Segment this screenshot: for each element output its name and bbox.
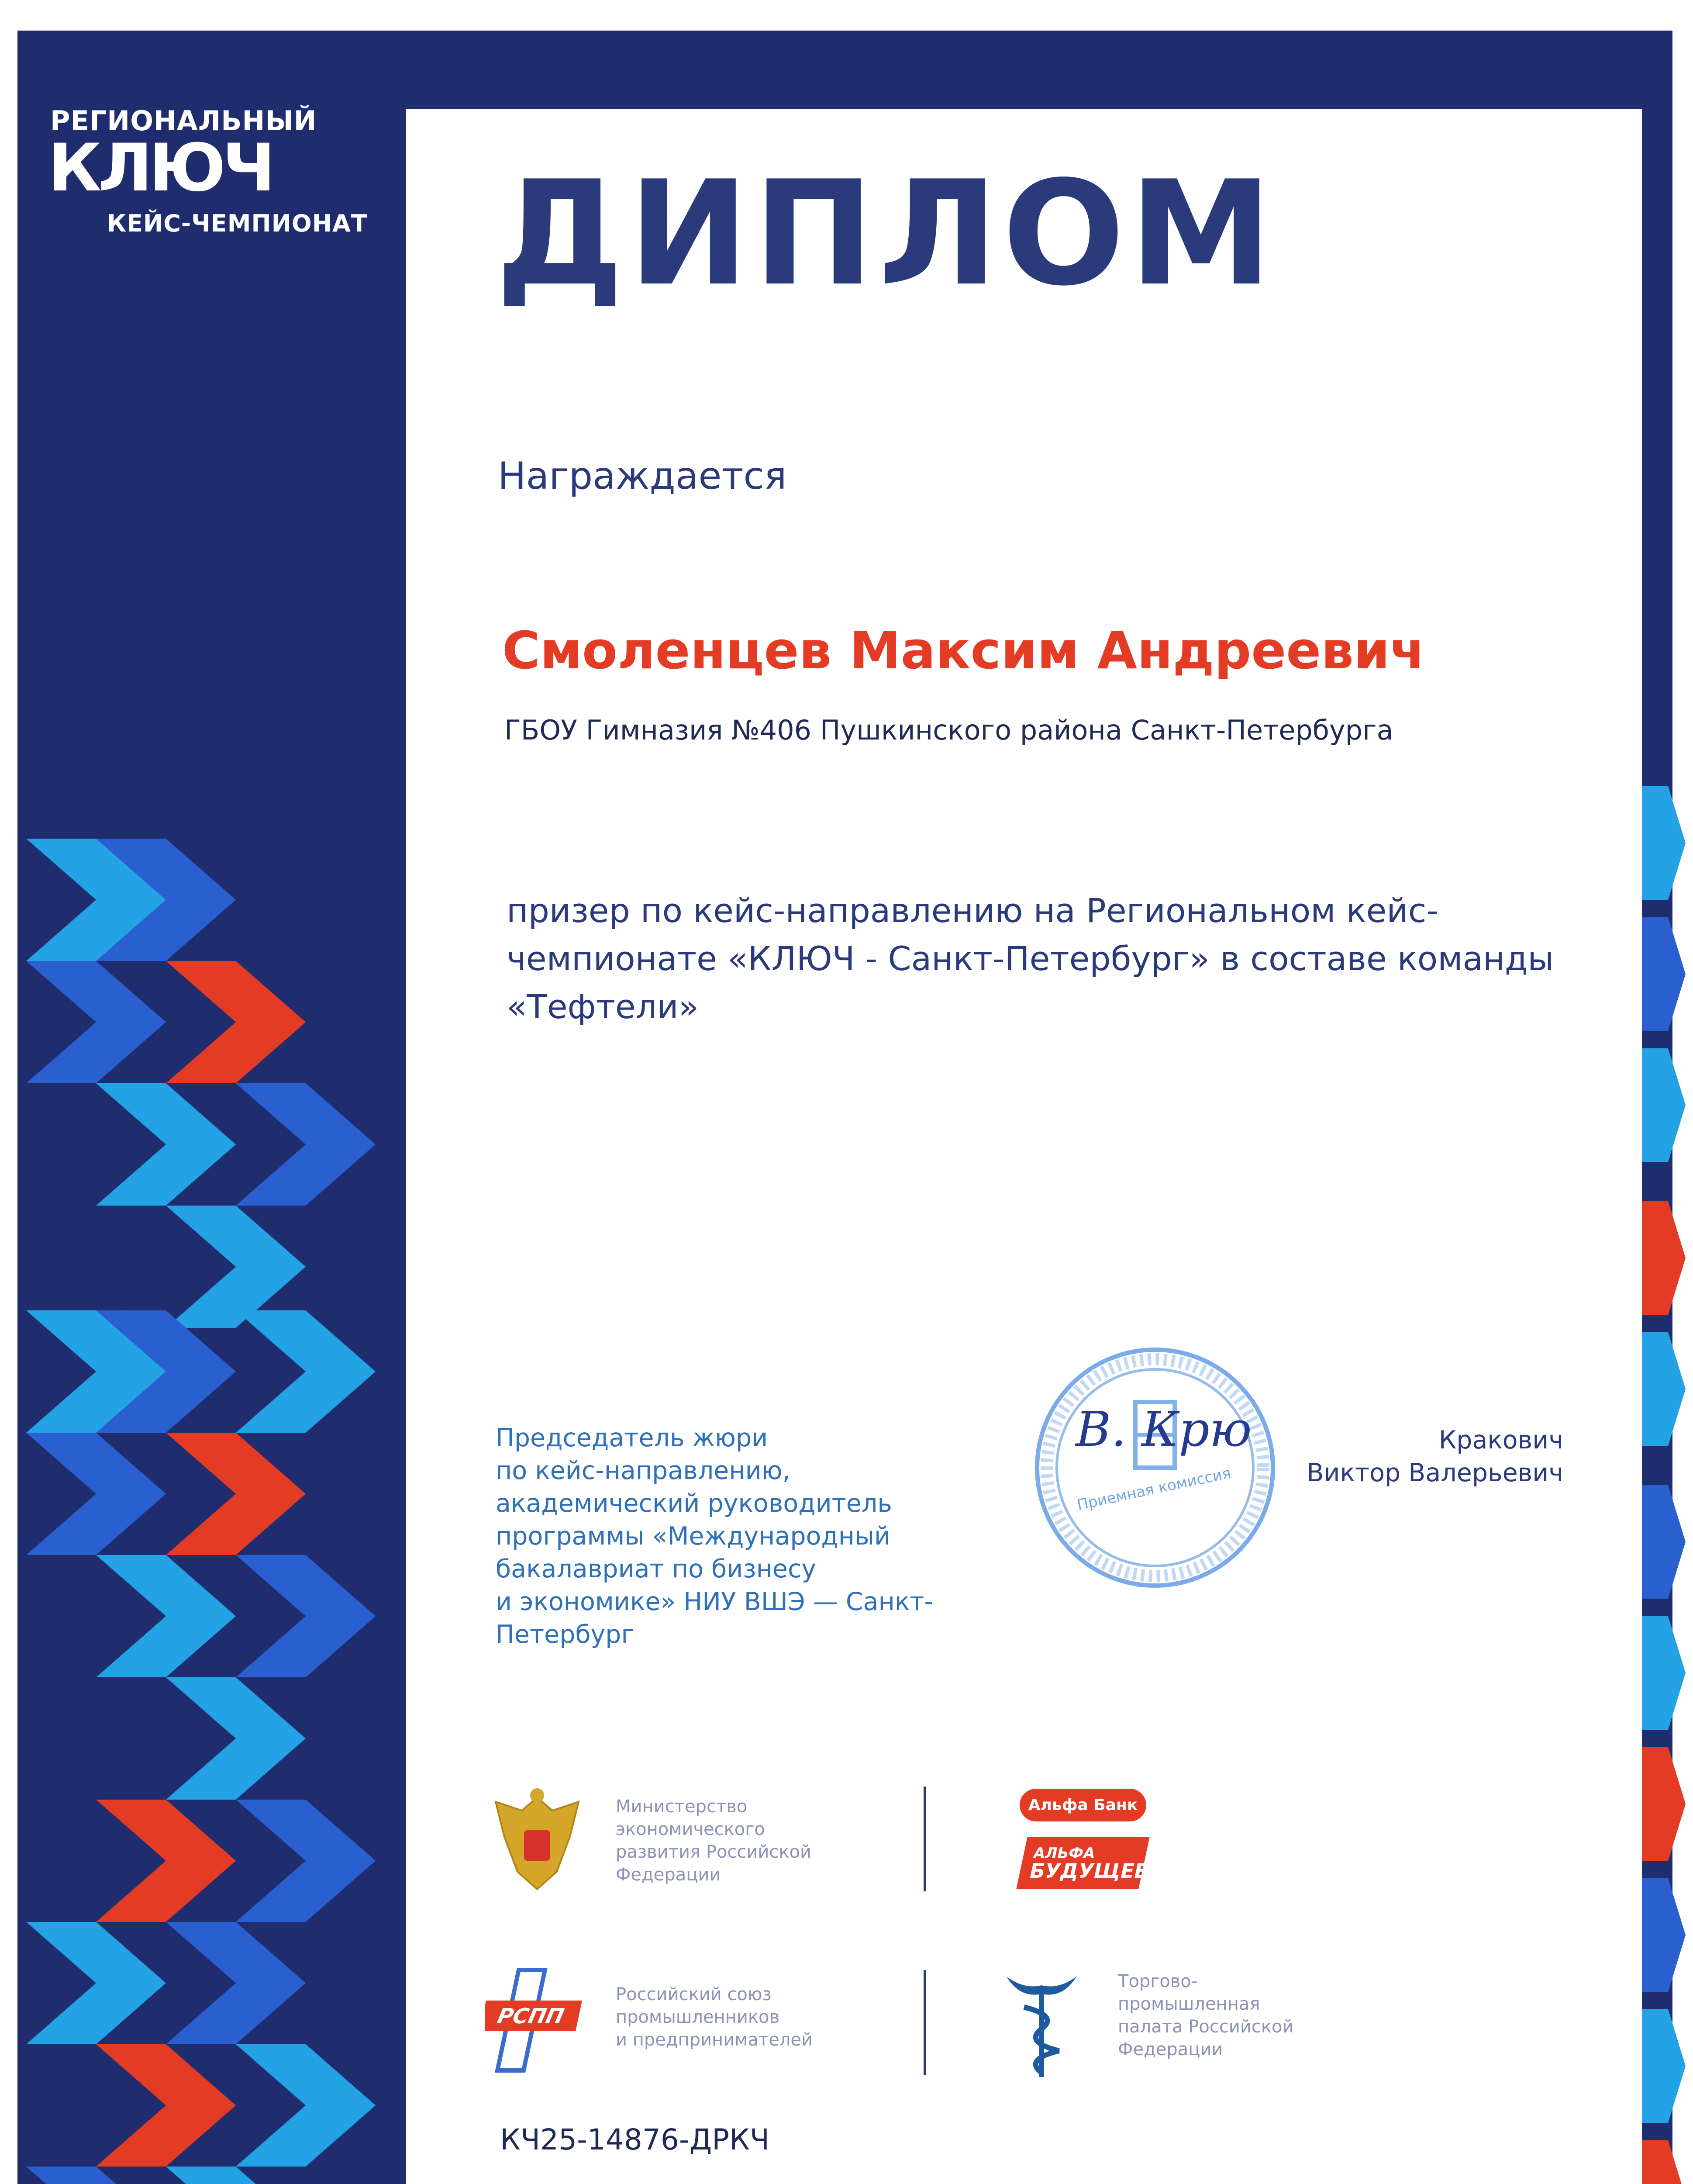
jury-chair-line: академический руководитель <box>496 1489 892 1518</box>
russian-coat-of-arms-icon <box>487 1784 587 1898</box>
signatory-name <box>1258 1424 1563 1489</box>
tpp-name: Торгово- промышленная палата Российской Федерации <box>1118 1971 1294 2060</box>
diploma-title: ДИПЛОМ <box>496 150 1277 318</box>
signatory-surname: Кракович <box>1438 1426 1563 1455</box>
divider <box>924 1970 926 2075</box>
ministry-name: Министерство экономического развития Российской Федерации <box>616 1797 812 1885</box>
document-code: КЧ25-14876-ДРКЧ <box>500 2123 770 2156</box>
logo-line-regional: РЕГИОНАЛЬНЫЙ <box>50 105 317 137</box>
handwritten-signature: В. Крю <box>1076 1401 1252 1457</box>
official-stamp <box>1024 1337 1286 1599</box>
rspp-logo <box>485 1966 594 2075</box>
klyuch-logo <box>48 105 371 245</box>
recipient-name: Смоленцев Максим Андреевич <box>502 620 1425 681</box>
jury-chair-line: бакалавриат по бизнесу <box>496 1555 817 1583</box>
jury-chair-line: и экономике» НИУ ВШЭ — Санкт- <box>496 1587 934 1616</box>
jury-chair-line: Председатель жюри <box>496 1424 768 1452</box>
stamp-text: Приемная комиссия <box>1075 1464 1233 1514</box>
jury-chair-line: по кейс-направлению, <box>496 1456 790 1485</box>
tpp-caduceus-icon <box>998 1968 1085 2081</box>
svg-text:РСПП: РСПП <box>495 2004 566 2028</box>
jury-chair-line: программы «Международный <box>496 1522 891 1551</box>
description-line: «Тефтели» <box>507 987 699 1026</box>
recipient-school: ГБОУ Гимназия №406 Пушкинского района Санкт-Петербурга <box>504 714 1393 746</box>
jury-chair-line: Петербург <box>496 1620 634 1649</box>
award-description <box>507 887 1555 1031</box>
description-line: чемпионате «КЛЮЧ - Санкт-Петербург» в составе команды <box>507 939 1554 978</box>
jury-chair-title <box>496 1422 1020 1651</box>
awarded-label: Награждается <box>498 454 787 498</box>
logo-line-case-championship: КЕЙС-ЧЕМПИОНАТ <box>107 210 368 237</box>
description-line: призер по кейс-направлению на Региональном кейс- <box>507 891 1439 930</box>
rspp-name: Российский союз промышленников и предпринимателей <box>616 1984 813 2050</box>
logo-line-klyuch: КЛЮЧ <box>48 130 272 206</box>
alfa-future-logo: АЛЬФА БУДУЩЕЕ <box>1016 1837 1150 1889</box>
divider <box>924 1787 926 1891</box>
alfa-bank-logo: Альфа Банк <box>1020 1789 1146 1821</box>
signatory-given-names: Виктор Валерьевич <box>1307 1458 1563 1487</box>
